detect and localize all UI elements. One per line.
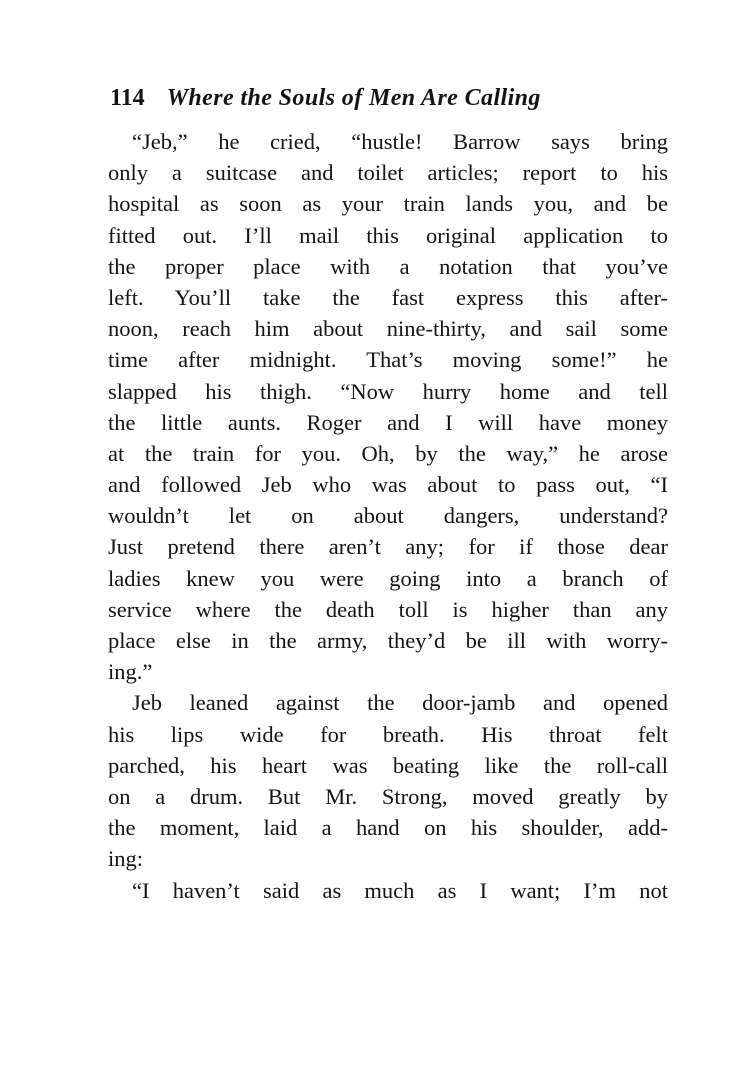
text-line: “Jeb,” he cried, “hustle! Barrow says bring <box>132 129 668 154</box>
text-line: service where the death toll is higher than any <box>108 596 668 622</box>
text-line: only a suitcase and toilet articles; report to his <box>108 160 668 186</box>
text-line: Jeb leaned against the door-jamb and opened <box>132 690 668 716</box>
text-line: on a drum. But Mr. Strong, moved greatly by <box>108 783 668 809</box>
text-line: slapped his thigh. “Now hurry home and tell <box>108 378 668 404</box>
text-line: wouldn’t let on about dangers, understand? <box>108 503 668 529</box>
text-line: left. You’ll take the fast express this after- <box>108 284 668 310</box>
text-line: at the train for you. Oh, by the way,” he arose <box>108 440 668 466</box>
text-line: “I haven’t said as much as I want; I’m not <box>132 877 668 903</box>
text-line: the moment, laid a hand on his shoulder, add- <box>108 815 668 841</box>
text-line: the proper place with a notation that you’ve <box>108 253 668 279</box>
running-header <box>110 82 670 114</box>
text-line: parched, his heart was beating like the roll-call <box>108 752 668 778</box>
text-line: and followed Jeb who was about to pass out, “I <box>108 472 668 498</box>
page-number: 114 <box>110 85 145 111</box>
text-line: ing: <box>108 846 144 872</box>
text-line: hospital as soon as your train lands you, and be <box>108 191 668 217</box>
text-line: place else in the army, they’d be ill with worry- <box>108 628 668 653</box>
text-line: Just pretend there aren’t any; for if those dear <box>108 534 668 560</box>
text-line: the little aunts. Roger and I will have money <box>108 409 668 435</box>
text-line: ladies knew you were going into a branch of <box>108 565 668 591</box>
text-line: his lips wide for breath. His throat felt <box>108 721 668 747</box>
running-title: Where the Souls of Men Are Calling <box>166 85 541 111</box>
body-text <box>108 126 668 906</box>
text-line: noon, reach him about nine-thirty, and sail some <box>108 316 668 342</box>
text-line: ing.” <box>108 659 153 685</box>
text-line: fitted out. I’ll mail this original application to <box>108 222 668 248</box>
text-line: time after midnight. That’s moving some!” he <box>108 347 668 373</box>
